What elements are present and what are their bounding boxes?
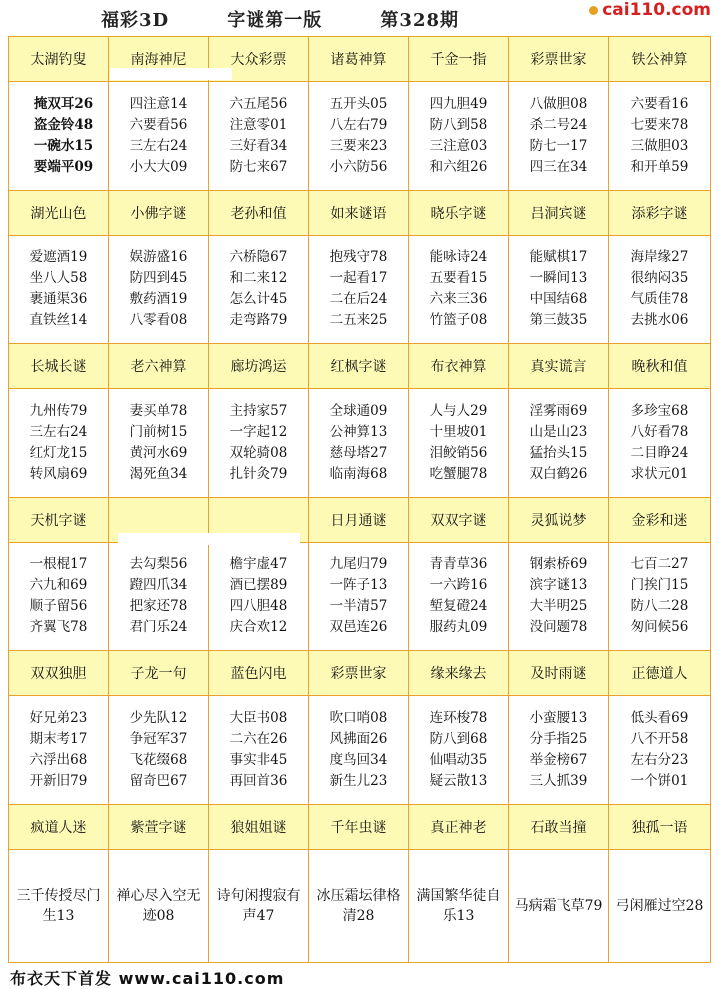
riddle-cell	[109, 849, 209, 962]
riddle-line: 七要来78	[630, 116, 689, 133]
riddle-cell	[9, 696, 109, 804]
blurred-mask	[118, 533, 300, 545]
riddle-line: 青青草36	[429, 556, 488, 573]
poem-line: 诗句闲搜寂有声47	[216, 887, 301, 924]
riddle-cell	[609, 696, 711, 804]
riddle-line: 竹篮子08	[429, 312, 488, 329]
column-title: 老六神算	[109, 344, 209, 389]
column-title: 紫萱字谜	[109, 804, 209, 849]
riddle-line: 一碗水15	[33, 137, 94, 154]
riddle-cell	[309, 389, 409, 497]
riddle-line: 七百二27	[630, 556, 689, 573]
riddle-cell	[409, 849, 509, 962]
logo-dot-icon	[589, 6, 598, 15]
riddle-line: 主持家57	[229, 402, 288, 419]
riddle-line: 争冠军37	[129, 730, 188, 747]
column-title: 添彩字谜	[609, 190, 711, 235]
riddle-line: 大臣书08	[229, 709, 288, 726]
poem-line: 马病霜飞草79	[514, 897, 603, 914]
riddle-line: 直铁丝14	[29, 312, 88, 329]
riddle-line: 服药丸09	[429, 619, 488, 636]
column-title: 子龙一句	[109, 651, 209, 696]
riddle-cell	[109, 82, 209, 190]
column-title: 正德道人	[609, 651, 711, 696]
riddle-line: 怎么计45	[229, 291, 288, 308]
riddle-line: 六九和69	[29, 577, 88, 594]
riddle-line: 二目睁24	[630, 444, 689, 461]
riddle-cell	[309, 542, 409, 650]
riddle-line: 举金榜67	[529, 751, 588, 768]
column-title: 千金一指	[409, 37, 509, 82]
riddle-line: 去勾梨56	[129, 556, 188, 573]
riddle-line: 八零看08	[129, 312, 188, 329]
riddle-line: 要端平09	[33, 158, 94, 175]
riddle-line: 很纳闷35	[630, 270, 689, 287]
riddle-cell	[609, 235, 711, 343]
column-title: 真正神老	[409, 804, 509, 849]
riddle-line: 注意零01	[229, 116, 288, 133]
riddle-line: 五要看15	[429, 270, 488, 287]
riddle-line: 二在后24	[329, 291, 388, 308]
riddle-line: 防八二28	[630, 598, 689, 615]
riddle-line: 一字起12	[229, 423, 288, 440]
riddle-cell	[109, 235, 209, 343]
riddle-line: 二五来25	[329, 312, 388, 329]
riddle-line: 八好看78	[630, 423, 689, 440]
column-title: 廊坊鸿运	[209, 344, 309, 389]
riddle-line: 期末考17	[29, 730, 88, 747]
riddle-cell	[9, 542, 109, 650]
riddle-line: 四注意14	[129, 95, 188, 112]
riddle-line: 二六在26	[229, 730, 288, 747]
riddle-line: 九州传79	[29, 402, 88, 419]
poem-line: 满国繁华徒自乐13	[416, 887, 501, 924]
riddle-line: 渴死鱼34	[129, 465, 188, 482]
content-row	[9, 389, 711, 497]
riddle-line: 海岸缘27	[630, 249, 689, 266]
column-title: 长城长谜	[9, 344, 109, 389]
riddle-line: 爱遮酒19	[29, 249, 88, 266]
riddle-line: 猛抬头15	[529, 444, 588, 461]
riddle-line: 好兄弟23	[29, 709, 88, 726]
riddle-cell	[209, 389, 309, 497]
riddle-line: 淫雾雨69	[529, 402, 588, 419]
column-title: 红枫字谜	[309, 344, 409, 389]
riddle-line: 气质佳78	[630, 291, 689, 308]
riddle-line: 一起看17	[329, 270, 388, 287]
riddle-line: 少先队12	[129, 709, 188, 726]
riddle-line: 钢索桥69	[529, 556, 588, 573]
riddle-cell	[409, 696, 509, 804]
riddle-line: 能咏诗24	[429, 249, 488, 266]
riddle-line: 六来三36	[429, 291, 488, 308]
column-title: 铁公神算	[609, 37, 711, 82]
riddle-line: 把家还78	[129, 598, 188, 615]
poem-line: 三千传授尽门生13	[16, 887, 101, 924]
riddle-line: 多珍宝68	[630, 402, 689, 419]
column-title: 狼姐姐谜	[209, 804, 309, 849]
column-title: 大众彩票	[209, 37, 309, 82]
column-title: 诸葛神算	[309, 37, 409, 82]
riddle-line: 公神算13	[329, 423, 388, 440]
riddle-cell	[609, 849, 711, 962]
riddle-cell	[209, 235, 309, 343]
riddle-line: 去挑水06	[630, 312, 689, 329]
riddle-line: 裹通渠36	[29, 291, 88, 308]
riddle-line: 左右分23	[630, 751, 689, 768]
riddle-line: 蹬四爪34	[129, 577, 188, 594]
riddle-cell	[609, 542, 711, 650]
column-title: 千年虫谜	[309, 804, 409, 849]
column-title: 南海神尼	[109, 37, 209, 82]
column-title: 日月通谜	[309, 497, 409, 542]
riddle-line: 三要来23	[329, 137, 388, 154]
riddle-line: 能赋棋17	[529, 249, 588, 266]
page-header	[0, 0, 719, 36]
header-row	[9, 190, 711, 235]
riddle-line: 和六组26	[429, 158, 488, 175]
riddle-line: 六桥隐67	[229, 249, 288, 266]
riddle-line: 度鸟回34	[329, 751, 388, 768]
column-title: 吕洞宾谜	[509, 190, 609, 235]
riddle-line: 大半明25	[529, 598, 588, 615]
riddle-line: 小蛮腰13	[529, 709, 588, 726]
riddle-line: 和开单59	[630, 158, 689, 175]
riddle-line: 堑复磴24	[429, 598, 488, 615]
riddle-line: 顺子留56	[29, 598, 88, 615]
riddle-cell	[209, 82, 309, 190]
riddle-line: 檐宇虚47	[229, 556, 288, 573]
riddle-line: 连环梭78	[429, 709, 488, 726]
riddle-line: 八不开58	[630, 730, 689, 747]
riddle-line: 齐翼飞78	[29, 619, 88, 636]
riddle-cell	[609, 82, 711, 190]
riddle-line: 防七来67	[229, 158, 288, 175]
brand-label: 福彩3D	[101, 10, 170, 31]
riddle-line: 走弯路79	[229, 312, 288, 329]
riddle-line: 慈母塔27	[329, 444, 388, 461]
riddle-cell	[509, 235, 609, 343]
riddle-cell	[309, 82, 409, 190]
riddle-line: 一个饼01	[630, 772, 689, 789]
riddle-line: 匆问候56	[630, 619, 689, 636]
edition-label: 字谜第一版	[227, 10, 323, 31]
riddle-line: 八做胆08	[529, 95, 588, 112]
column-title: 灵狐说梦	[509, 497, 609, 542]
riddle-line: 留奇巴67	[129, 772, 188, 789]
riddle-cell	[409, 82, 509, 190]
column-title: 晚秋和值	[609, 344, 711, 389]
riddle-line: 三左右24	[129, 137, 188, 154]
site-label: cai110.com	[602, 0, 711, 20]
riddle-line: 开新旧79	[29, 772, 88, 789]
column-title: 双双独胆	[9, 651, 109, 696]
column-title: 彩票世家	[309, 651, 409, 696]
column-title: 蓝色闪电	[209, 651, 309, 696]
riddle-cell	[509, 849, 609, 962]
content-row	[9, 235, 711, 343]
riddle-line: 防八到58	[429, 116, 488, 133]
riddle-cell	[9, 389, 109, 497]
riddle-cell	[409, 542, 509, 650]
riddle-line: 抱残守78	[329, 249, 388, 266]
riddle-line: 十里坡01	[429, 423, 488, 440]
header-row	[9, 497, 711, 542]
riddle-line: 四三在34	[529, 158, 588, 175]
riddle-line: 小大大09	[129, 158, 188, 175]
poem-line: 冰压霜坛律格清28	[316, 887, 401, 924]
riddle-cell	[209, 696, 309, 804]
poem-line: 弓闲雁过空28	[615, 897, 704, 914]
riddle-line: 转风扇69	[29, 465, 88, 482]
riddle-line: 六要看16	[630, 95, 689, 112]
riddle-line: 敷药酒19	[129, 291, 188, 308]
riddle-line: 泪鲛销56	[429, 444, 488, 461]
column-title: 彩票世家	[509, 37, 609, 82]
column-title: 如来谜语	[309, 190, 409, 235]
riddle-cell	[209, 542, 309, 650]
riddle-line: 扎针灸79	[229, 465, 288, 482]
riddle-line: 盗金铃48	[33, 116, 94, 133]
riddle-line: 四九胆49	[429, 95, 488, 112]
riddle-line: 双白鹤26	[529, 465, 588, 482]
riddle-line: 双邑连26	[329, 619, 388, 636]
riddle-line: 临南海68	[329, 465, 388, 482]
riddle-line: 疑云散13	[429, 772, 488, 789]
header-row	[9, 344, 711, 389]
riddle-line: 一六跨16	[429, 577, 488, 594]
riddle-line: 飞花缀68	[129, 751, 188, 768]
riddle-cell	[509, 82, 609, 190]
riddle-line: 八左右79	[329, 116, 388, 133]
column-title: 疯道人迷	[9, 804, 109, 849]
riddle-line: 门挨门15	[630, 577, 689, 594]
issue-label: 第328期	[380, 10, 459, 31]
riddle-line: 五开头05	[329, 95, 388, 112]
riddle-line: 掩双耳26	[33, 95, 94, 112]
riddle-cell	[609, 389, 711, 497]
riddle-line: 坐八人58	[29, 270, 88, 287]
riddle-line: 一阵子13	[329, 577, 388, 594]
riddle-line: 吹口哨08	[329, 709, 388, 726]
column-title: 缘来缘去	[409, 651, 509, 696]
riddle-line: 没问题78	[529, 619, 588, 636]
riddle-grid	[8, 36, 711, 963]
column-title: 布衣神算	[409, 344, 509, 389]
riddle-line: 仙唱动35	[429, 751, 488, 768]
riddle-line: 六五尾56	[229, 95, 288, 112]
riddle-line: 一瞬间13	[529, 270, 588, 287]
page-title	[0, 6, 560, 32]
riddle-line: 新生儿23	[329, 772, 388, 789]
riddle-line: 酒已摆89	[229, 577, 288, 594]
riddle-line: 三注意03	[429, 137, 488, 154]
riddle-cell	[9, 849, 109, 962]
riddle-line: 和二来12	[229, 270, 288, 287]
header-row	[9, 651, 711, 696]
column-title: 晓乐字谜	[409, 190, 509, 235]
riddle-cell	[509, 389, 609, 497]
riddle-line: 黄河水69	[129, 444, 188, 461]
riddle-cell	[509, 696, 609, 804]
riddle-cell	[409, 389, 509, 497]
poem-line: 禅心尽入空无迹08	[116, 887, 201, 924]
column-title: 真实谎言	[509, 344, 609, 389]
riddle-line: 三人抓39	[529, 772, 588, 789]
riddle-line: 三做胆03	[630, 137, 689, 154]
riddle-line: 第三鼓35	[529, 312, 588, 329]
riddle-line: 六要看56	[129, 116, 188, 133]
riddle-line: 小六防56	[329, 158, 388, 175]
riddle-line: 杀二号24	[529, 116, 588, 133]
riddle-line: 人与人29	[429, 402, 488, 419]
riddle-line: 九尾归79	[329, 556, 388, 573]
content-row	[9, 542, 711, 650]
column-title: 金彩和迷	[609, 497, 711, 542]
riddle-cell	[9, 235, 109, 343]
riddle-line: 一根棍17	[29, 556, 88, 573]
riddle-line: 事实非45	[229, 751, 288, 768]
content-row	[9, 849, 711, 962]
column-title: 及时雨谜	[509, 651, 609, 696]
riddle-cell	[9, 82, 109, 190]
riddle-cell	[109, 389, 209, 497]
column-title: 湖光山色	[9, 190, 109, 235]
column-title: 独孤一语	[609, 804, 711, 849]
riddle-line: 中国结68	[529, 291, 588, 308]
riddle-line: 山是山23	[529, 423, 588, 440]
riddle-line: 滨字谜13	[529, 577, 588, 594]
riddle-line: 门前树15	[129, 423, 188, 440]
riddle-line: 吃蟹腿78	[429, 465, 488, 482]
site-logo[interactable]	[589, 0, 711, 20]
riddle-line: 六浮出68	[29, 751, 88, 768]
riddle-cell	[509, 542, 609, 650]
column-title: 双双字谜	[409, 497, 509, 542]
riddle-cell	[409, 235, 509, 343]
riddle-line: 一半清57	[329, 598, 388, 615]
riddle-cell	[109, 542, 209, 650]
column-title: 石敢当撞	[509, 804, 609, 849]
riddle-line: 娱游盛16	[129, 249, 188, 266]
header-row	[9, 804, 711, 849]
riddle-line: 分手指25	[529, 730, 588, 747]
riddle-line: 求状元01	[630, 465, 689, 482]
riddle-line: 防八到68	[429, 730, 488, 747]
content-row	[9, 82, 711, 190]
riddle-cell	[109, 696, 209, 804]
column-title: 小佛字谜	[109, 190, 209, 235]
riddle-line: 三好看34	[229, 137, 288, 154]
column-title: 老孙和值	[209, 190, 309, 235]
blurred-mask	[110, 68, 232, 80]
riddle-line: 三左右24	[29, 423, 88, 440]
riddle-line: 四八胆48	[229, 598, 288, 615]
riddle-cell	[309, 696, 409, 804]
riddle-line: 防四到45	[129, 270, 188, 287]
riddle-cell	[309, 849, 409, 962]
riddle-line: 妻买单78	[129, 402, 188, 419]
riddle-line: 防七一17	[529, 137, 588, 154]
riddle-cell	[209, 849, 309, 962]
content-row	[9, 696, 711, 804]
riddle-cell	[309, 235, 409, 343]
riddle-line: 红灯龙15	[29, 444, 88, 461]
riddle-line: 低头看69	[630, 709, 689, 726]
riddle-line: 君门乐24	[129, 619, 188, 636]
column-title: 天机字谜	[9, 497, 109, 542]
riddle-line: 再回首36	[229, 772, 288, 789]
riddle-line: 全球通09	[329, 402, 388, 419]
riddle-line: 庆合欢12	[229, 619, 288, 636]
riddle-line: 风拂面26	[329, 730, 388, 747]
riddle-line: 双轮骑08	[229, 444, 288, 461]
footer-text: 布衣天下首发 www.cai110.com	[10, 969, 285, 988]
column-title: 太湖钓叟	[9, 37, 109, 82]
